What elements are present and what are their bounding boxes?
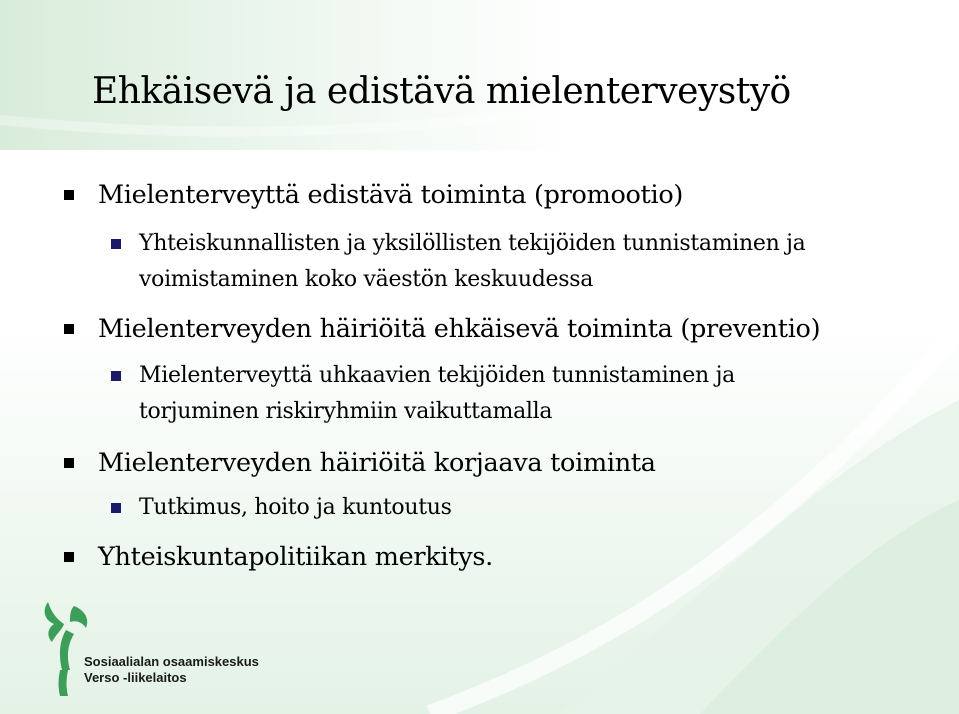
bullet-text: Mielenterveyden häiriöitä korjaava toiminta bbox=[98, 448, 656, 478]
sub-bullet-prevention bbox=[111, 358, 931, 430]
square-bullet-icon bbox=[64, 552, 74, 562]
square-bullet-icon bbox=[111, 503, 121, 513]
bullet-social-policy bbox=[64, 540, 924, 574]
sub-bullet-text-line1: Mielenterveyttä uhkaavien tekijöiden tunnistaminen ja bbox=[139, 363, 735, 388]
square-bullet-icon bbox=[64, 190, 74, 200]
bullet-corrective bbox=[64, 446, 924, 480]
square-bullet-icon bbox=[111, 239, 121, 249]
square-bullet-icon bbox=[64, 324, 74, 334]
bullet-text: Yhteiskuntapolitiikan merkitys. bbox=[98, 542, 493, 572]
square-bullet-icon bbox=[64, 458, 74, 468]
organization-name: Sosiaalialan osaamiskeskus bbox=[84, 654, 259, 669]
bullet-promotion bbox=[64, 178, 924, 212]
sub-bullet-text-line2: voimistaminen koko väestön keskuudessa bbox=[139, 267, 594, 292]
sub-bullet-corrective bbox=[111, 490, 931, 526]
bullet-text: Mielenterveyttä edistävä toiminta (promootio) bbox=[98, 180, 684, 210]
slide-title: Ehkäisevä ja edistävä mielenterveystyö bbox=[92, 71, 791, 112]
bullet-text: Mielenterveyden häiriöitä ehkäisevä toiminta (preventio) bbox=[98, 314, 821, 344]
square-bullet-icon bbox=[111, 371, 121, 381]
sub-bullet-text-line1: Yhteiskunnallisten ja yksilöllisten tekijöiden tunnistaminen ja bbox=[139, 231, 806, 256]
sub-bullet-text: Tutkimus, hoito ja kuntoutus bbox=[139, 495, 452, 520]
organization-unit: Verso -liikelaitos bbox=[84, 670, 187, 685]
sub-bullet-promotion bbox=[111, 226, 931, 298]
bullet-prevention bbox=[64, 312, 924, 346]
sub-bullet-text-line2: torjuminen riskiryhmiin vaikuttamalla bbox=[139, 399, 553, 424]
